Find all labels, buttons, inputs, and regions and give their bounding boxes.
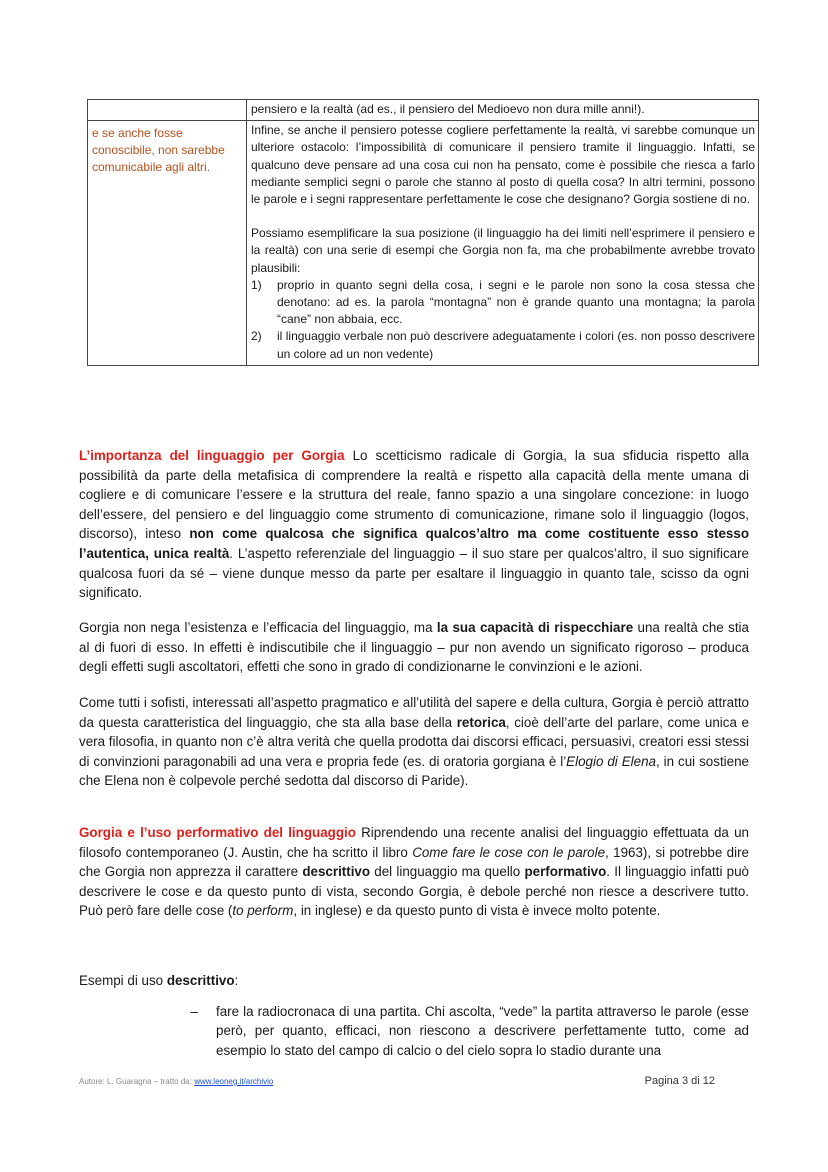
bold-text: non come qualcosa che significa qualcos’altro ma come costituente esso stesso l’autentica, unica realtà (79, 526, 749, 561)
text: , in inglese) e da questo punto di vista è invece molto potente. (293, 903, 661, 919)
text: Esempi di uso (79, 973, 167, 988)
table-row (88, 100, 759, 121)
text: : (234, 973, 239, 988)
item-text: il linguaggio verbale non può descrivere adeguatamente i colori (es. non posso descrivere un colore ad un non vedente) (277, 329, 755, 361)
text: . L’aspetto referenziale del linguaggio – il suo stare per qualcos’altro, il suo significare qualcosa fuori da sé – viene dunque messo da parte per esaltare il linguaggio in quanto tale, scisso da ogni significato. (79, 545, 749, 601)
paragraph (79, 693, 749, 791)
section-performativo (79, 823, 749, 921)
table-cell-thesis: e se anche fosse conoscibile, non sarebbe comunicabile agli altri. (88, 121, 247, 366)
paragraph (79, 446, 749, 603)
text: , 1963), si potrebbe dire che Gorgia non apprezza il carattere (79, 844, 750, 880)
table-paragraph: Possiamo esemplificare la sua posizione (il linguaggio ha dei limiti nell’esprimere il pensiero e la realtà) con una serie di esempi che Gorgia non fa, ma che probabilmente avrebbe trovato plausibili: (251, 226, 755, 275)
bold-text: descrittivo (302, 864, 371, 880)
footer-text: Autore: L. Guaragna – tratto da: (79, 1077, 195, 1086)
numbered-item (251, 277, 755, 329)
list-item (79, 1002, 749, 1061)
archive-link[interactable]: www.leoneg.it/archivio (194, 1077, 274, 1086)
section-esempi (79, 971, 749, 1060)
table-text: pensiero e la realtà (ad es., il pensiero del Medioevo non dura mille anni!). (251, 102, 645, 116)
bold-text: la sua capacità di rispecchiare (436, 620, 634, 635)
text: Gorgia non nega l’esistenza e l’efficacia del linguaggio, ma (79, 620, 437, 635)
section-heading: Gorgia e l’uso performativo del linguaggio (79, 825, 356, 840)
section-heading: L’importanza del linguaggio per Gorgia (79, 448, 345, 463)
list-item-text: fare la radiocronaca di una partita. Chi ascolta, “vede” la partita attraverso le parole (esse però, per quanto, efficaci, non riescono a descrivere perfettamente tutto, come ad esempio lo stato del campo di calcio o del cielo sopra lo stadio durante una (216, 1003, 749, 1058)
bold-text: retorica (456, 714, 506, 730)
text: una realtà che stia al di fuori di esso. In effetti è indiscutibile che il linguaggio – pur non avendo un significato rigoroso – produca degli effetti sugli ascoltatori, effetti che sono in grado di condizionarne le convinzioni e le azioni. (79, 620, 749, 675)
text: , cioè dell’arte del parlare, come unica e vera filosofia, in quanto non c’è altra verità che quella prodotta dai discorsi efficaci, persuasivi, creatori essi stessi di convinzioni paragonabili ad una vera e propria fede (es. di oratoria gorgiana è l’ (79, 714, 749, 769)
page-number: Pagina 3 di 12 (644, 1075, 715, 1087)
table-cell (247, 100, 759, 121)
argument-table (87, 99, 759, 366)
section-importanza (79, 446, 749, 603)
paragraph (79, 971, 749, 991)
dash-bullet: – (190, 1003, 198, 1019)
bold-text: performativo (524, 864, 607, 880)
item-number: 2) (251, 329, 262, 344)
text: Riprendendo una recente analisi del linguaggio effettuata da un filosofo contemporaneo (J. Austin, che ha scritto il libro (79, 825, 749, 860)
paragraph (79, 823, 749, 921)
paragraph-efficacia (79, 618, 749, 677)
text: del linguaggio ma quello (370, 864, 525, 880)
italic-text: Come fare le cose con le parole (412, 844, 606, 860)
text: , in cui sostiene che Elena non è colpevole perché sedotta dal discorso di Paride). (79, 753, 749, 789)
paragraph (79, 618, 749, 677)
numbered-item (251, 328, 755, 362)
text: Come tutti i sofisti, interessati all’aspetto pragmatico e all’utilità del sapere e della cultura, Gorgia è perciò attratto da questa caratteristica del linguaggio, che sta alla base della (79, 695, 749, 730)
text: . Il linguaggio infatti può descrivere le cose e da questo punto di vista, secondo Gorgia, è debole perché non riesce a descrivere tutto. Può però fare delle cose ( (79, 864, 750, 919)
paragraph-retorica (79, 693, 749, 791)
table-paragraph: Infine, se anche il pensiero potesse cogliere perfettamente la realtà, vi sarebbe comunque un ulteriore ostacolo: l’impossibilità di comunicare il pensiero tramite il linguaggio. Infatti, se qualcuno deve pensare ad una cosa cui non ha pensato, come è possibile che riesca a farlo mediante semplici segni o parole che stanno al posto di quella cosa? In altri termini, possono le parole e i segni rappresentare perfettamente le cose che designano? Gorgia sostiene di no. (251, 123, 755, 207)
italic-text: to perform (232, 903, 294, 919)
footer-author (79, 1077, 273, 1086)
bold-text: descrittivo (166, 973, 235, 988)
item-number: 1) (251, 277, 262, 292)
item-text: proprio in quanto segni della cosa, i segni e le parole non sono la cosa stessa che denotano: ad es. la parola “montagna” non è grande quanto una montagna; la parola “cane” non abbaia, ecc. (277, 277, 755, 327)
italic-text: Elogio di Elena (566, 753, 656, 769)
table-row (88, 121, 759, 366)
text: Lo scetticismo radicale di Gorgia, la sua sfiducia rispetto alla possibilità da parte della metafisica di comprendere la realtà e rispetto alla capacità della mente umana di cogliere e di comunicare l’essere e la struttura del reale, fanno spazio a una singolare concezione: in luogo dell’essere, del pensiero e del linguaggio come strumento di comunicazione, rimane solo il linguaggio (logos, discorso), inteso (79, 448, 749, 542)
table-cell-empty (88, 100, 247, 121)
table-cell (247, 121, 759, 366)
